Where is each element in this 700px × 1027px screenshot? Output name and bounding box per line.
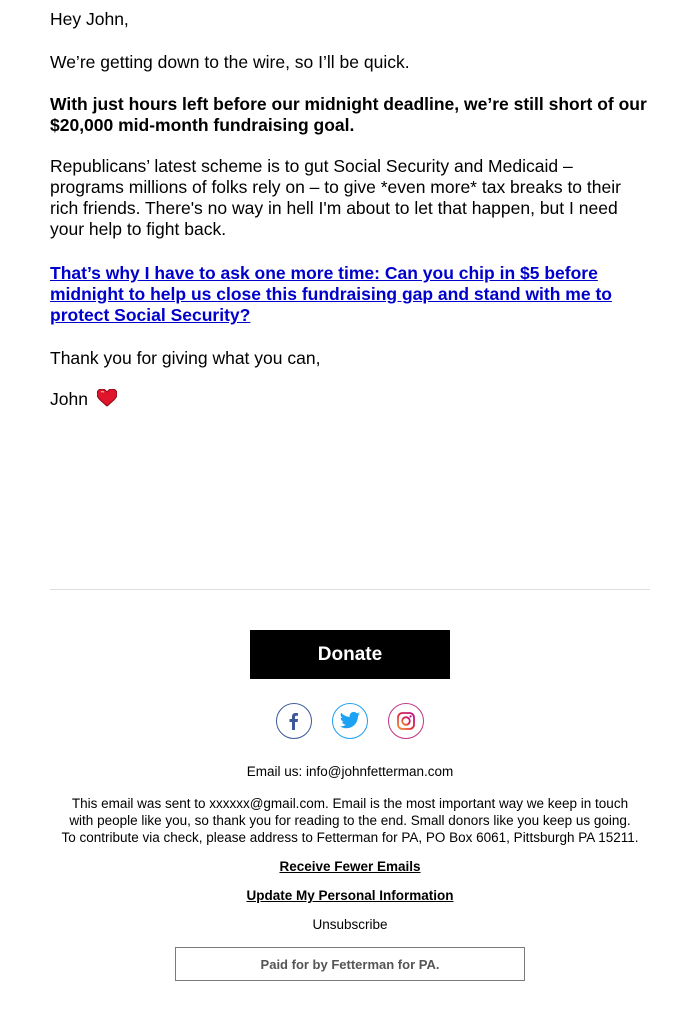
twitter-link[interactable] [332, 703, 368, 739]
receive-fewer-emails-link[interactable]: Receive Fewer Emails [279, 859, 421, 874]
email-us: Email us: info@johnfetterman.com [246, 764, 454, 779]
twitter-icon [339, 711, 361, 731]
receive-fewer-row [0, 858, 700, 875]
update-personal-info-link[interactable]: Update My Personal Information [246, 888, 454, 903]
paid-for-disclaimer: Paid for by Fetterman for PA. [175, 947, 525, 981]
sent-to-line-3: To contribute via check, please address to Fetterman for PA, PO Box 6061, Pittsburgh PA 15211. [61, 830, 639, 845]
donate-button[interactable]: Donate [250, 630, 450, 679]
instagram-link[interactable] [388, 703, 424, 739]
unsubscribe-link[interactable]: Unsubscribe [312, 917, 388, 932]
paragraph-scheme: Republicans’ latest scheme is to gut Social Security and Medicaid – programs millions of folks rely on – to give *even more* tax breaks to their rich friends. There's no way in hell I'm about to let that happen, but I need your help to fight back. [50, 156, 621, 239]
signature-line [50, 389, 650, 410]
paragraph-deadline: With just hours left before our midnight deadline, we’re still short of our $20,000 mid-month fundraising goal. [50, 94, 647, 135]
instagram-icon [396, 711, 416, 731]
ask-paragraph [50, 263, 650, 326]
paragraph-intro: We’re getting down to the wire, so I’ll be quick. [50, 52, 410, 72]
facebook-icon [284, 711, 304, 731]
footer-divider [50, 589, 650, 590]
signature: John [50, 389, 88, 409]
sent-to-line-2: with people like you, so thank you for reading to the end. Small donors like you keep us going. [69, 813, 631, 828]
sent-to-line-1: This email was sent to xxxxxx@gmail.com. Email is the most important way we keep in touch [71, 796, 629, 811]
heart-icon [97, 389, 117, 407]
closing: Thank you for giving what you can, [50, 348, 321, 368]
ask-donate-link[interactable]: That’s why I have to ask one more time: Can you chip in $5 before midnight to help us close this fundraising gap and stand with me to protect Social Security? [50, 263, 612, 325]
update-info-row [0, 887, 700, 904]
greeting: Hey John, [50, 9, 129, 29]
facebook-link[interactable] [276, 703, 312, 739]
